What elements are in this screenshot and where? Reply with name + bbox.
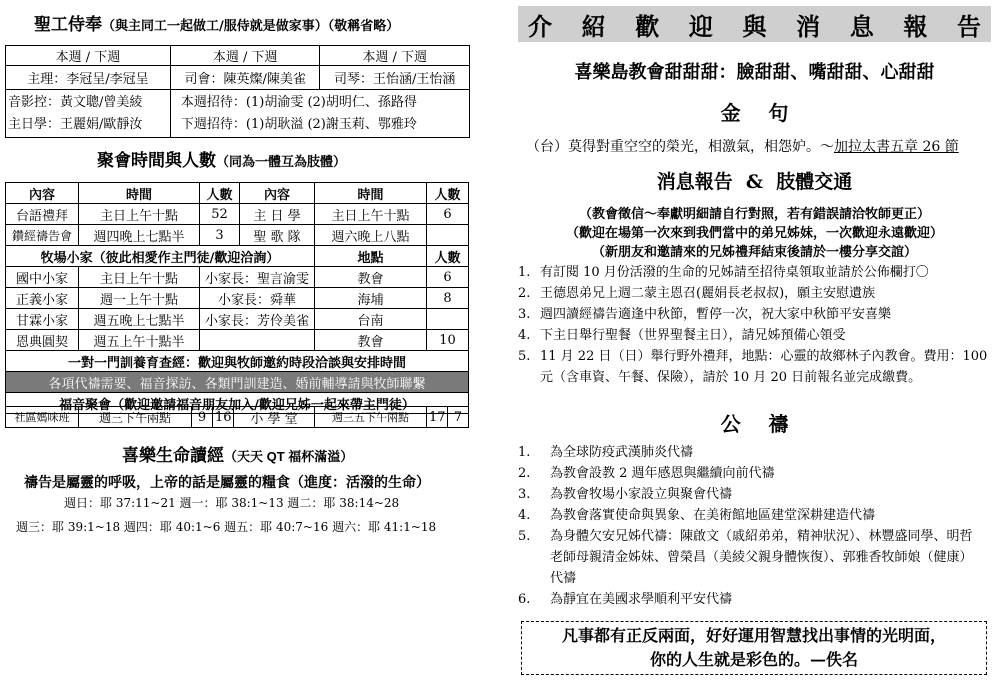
group-cell: 海埔 xyxy=(315,288,427,309)
gospel-row: 福音聚會（歡迎邀請福音朋友加入/歡迎兄姊一起來帶主門徒） xyxy=(6,393,469,414)
meeting-cell: 主日上午十點 xyxy=(315,204,427,225)
prayer-item: 1. 為全球防疫武漢肺炎代禱 xyxy=(518,445,694,460)
gospel-table xyxy=(5,406,469,428)
meeting-cell: 主 日 學 xyxy=(240,204,315,225)
meeting-table xyxy=(5,182,469,414)
reading-line-1: 週日：耶 37:11~21 週一：耶 38:1~13 週二：耶 38:14~28 xyxy=(64,496,400,510)
group-cell: 小家長：舜華 xyxy=(200,288,315,309)
place-header: 地點 xyxy=(315,246,427,267)
meeting-cell: 鑽經禱告會 xyxy=(6,225,79,246)
gospel-cell: 9 xyxy=(192,407,213,428)
news-item: 5. 11 月 22 日（日）舉行野外禮拜，地點：心靈的故鄉林子內教會。費用：100 元（含車資、午餐、保險），請於 10 月 20 日前報名並完成繳費。 xyxy=(518,349,988,385)
banner-char: 消 xyxy=(796,11,821,41)
banner-char: 告 xyxy=(957,11,981,41)
group-cell: 主日上午十點 xyxy=(79,267,200,288)
group-cell: 6 xyxy=(427,267,469,288)
mentoring-row: 一對一門訓養育查經：歡迎與牧師邀約時段洽談與安排時間 xyxy=(6,351,469,372)
banner-char: 歡 xyxy=(635,11,660,41)
prayer-title: 公 禱 xyxy=(720,412,789,436)
meeting-header: 時間 xyxy=(315,183,427,204)
group-cell: 週五晚上七點半 xyxy=(79,309,200,330)
reading-line-2: 週三：耶 39:1~18 週四：耶 40:1~6 週五：耶 40:7~16 週六：耶 41:1~18 xyxy=(16,520,437,534)
banner-char: 紹 xyxy=(581,11,606,41)
count-header: 人數 xyxy=(427,246,469,267)
group-cell: 國中小家 xyxy=(6,267,79,288)
news-item: 1. 有訂閱 10 月份活潑的生命的兄姊請至招待桌領取並請於公佈欄打〇 xyxy=(518,265,929,280)
gospel-cell: 17 xyxy=(427,407,448,428)
prayer-list xyxy=(518,442,978,610)
gospel-cell: 16 xyxy=(213,407,234,428)
gospel-cell: 小 學 堂 xyxy=(234,407,315,428)
group-cell: 小家長：芳伶美雀 xyxy=(200,309,315,330)
meeting-header: 時間 xyxy=(79,183,200,204)
meeting-header: 人數 xyxy=(427,183,469,204)
small-group-header: 牧場小家（彼此相愛作主門徒/歡迎洽詢） xyxy=(6,246,315,267)
service-header: 本週 / 下週 xyxy=(320,46,470,66)
service-cell: 司琴：王怡涵/王怡涵 xyxy=(320,66,470,90)
banner-char: 迎 xyxy=(688,11,713,41)
quote-line: 凡事都有正反兩面，好好運用智慧找出事情的光明面， xyxy=(561,626,946,645)
verse-title: 金 句 xyxy=(720,101,789,125)
note-line: （歡迎在場第一次來到我們當中的弟兄姊妹，一次歡迎永遠歡迎） xyxy=(565,226,943,241)
meeting-cell: 台語禮拜 xyxy=(6,204,79,225)
meeting-cell: 主日上午十點 xyxy=(79,204,200,225)
group-cell: 甘霖小家 xyxy=(6,309,79,330)
gospel-cell: 週三下午兩點 xyxy=(79,407,192,428)
meeting-header: 內容 xyxy=(6,183,79,204)
meeting-header: 內容 xyxy=(240,183,315,204)
meeting-cell: 週四晚上七點半 xyxy=(79,225,200,246)
note-line: （新朋友和邀請來的兄姊禮拜結束後請於一樓分享交誼） xyxy=(591,245,917,260)
group-cell: 教會 xyxy=(315,267,427,288)
prayer-item: 6. 為靜宜在美國求學順利平安代禱 xyxy=(518,592,733,607)
service-cell: 主理：李冠呈/李冠呈 xyxy=(6,66,171,90)
service-header: 本週 / 下週 xyxy=(170,46,320,66)
meeting-heading: 聚會時間與人數（同為一體互為肢體） xyxy=(97,151,347,171)
meeting-cell: 3 xyxy=(200,225,240,246)
service-heading: 聖工侍奉（與主同工一起做工/服侍就是做家事）（敬稱省略） xyxy=(34,15,400,35)
mentoring-note-row: 各項代禱需要、福音探訪、各類門訓建造、婚前輔導請與牧師聯繫 xyxy=(6,372,469,393)
gospel-cell: 7 xyxy=(448,407,469,428)
group-cell xyxy=(200,330,315,351)
news-item: 4. 下主日舉行聖餐（世界聖餐主日），請兄姊預備心領受 xyxy=(518,328,846,343)
news-item: 2. 王德恩弟兄上週二蒙主恩召(麗娟長老叔叔)，願主安慰遺族 xyxy=(518,286,876,301)
group-cell: 週五上午十點半 xyxy=(79,330,200,351)
banner-char: 與 xyxy=(742,11,767,41)
news-title: 消息報告 & 肢體交通 xyxy=(656,171,853,193)
notes xyxy=(518,205,991,262)
service-cell: 本週招待：(1)胡渝雯 (2)胡明仁、孫路得 下週招待：(1)胡耿溢 (2)謝玉莉、鄂雅玲 xyxy=(170,90,469,138)
meeting-cell: 聖 歌 隊 xyxy=(240,225,315,246)
service-cell: 司會：陳英燦/陳美雀 xyxy=(170,66,320,90)
meeting-cell: 週六晚上八點 xyxy=(315,225,427,246)
prayer-item: 3. 為教會牧場小家設立與聚會代禱 xyxy=(518,487,733,502)
group-cell: 8 xyxy=(427,288,469,309)
banner-char: 息 xyxy=(849,11,874,41)
prayer-item: 5. 為身體欠安兄姊代禱：陳啟文（戚紹弟弟，精神狀況）、林豐盛同學、明哲老師母親清金姊妹、曾榮昌（美綾父親身體恢復）、郭雅香牧師娘（健康）代禱 xyxy=(518,529,973,586)
golden-verse: （台）莫得對重空空的榮光，相激氣，相怨妒。～加拉太書五章 26 節 xyxy=(526,139,959,155)
meeting-header: 人數 xyxy=(200,183,240,204)
group-cell: 週一上午十點 xyxy=(79,288,200,309)
banner xyxy=(518,6,991,42)
meeting-cell: 52 xyxy=(200,204,240,225)
group-cell: 教會 xyxy=(315,330,427,351)
quote-box xyxy=(521,621,987,675)
group-cell: 正義小家 xyxy=(6,288,79,309)
prayer-item: 4. 為教會落實使命與異象、在美術館地區建堂深耕建造代禱 xyxy=(518,508,876,523)
bible-heading: 喜樂生命讀經（天天 QT 福杯滿溢） xyxy=(122,446,354,466)
group-cell: 10 xyxy=(427,330,469,351)
gospel-cell: 週三五下午兩點 xyxy=(315,407,427,428)
prayer-item: 2. 為教會設教 2 週年感恩與繼續向前代禱 xyxy=(518,466,775,481)
news-item: 3. 週四讀經禱告適逢中秋節，暫停一次，祝大家中秋節平安喜樂 xyxy=(518,307,892,322)
gospel-cell: 社區媽咪班 xyxy=(6,407,79,428)
bible-line: 禱告是屬靈的呼吸，上帝的話是屬靈的糧食（進度：活潑的生命） xyxy=(24,474,430,490)
group-cell: 台南 xyxy=(315,309,427,330)
quote-line: 你的人生就是彩色的。—佚名 xyxy=(649,650,858,669)
group-cell xyxy=(427,309,469,330)
banner-char: 報 xyxy=(903,11,928,41)
banner-char: 介 xyxy=(528,11,552,41)
church-subtitle: 喜樂島教會甜甜甜：臉甜甜、嘴甜甜、心甜甜 xyxy=(574,62,935,83)
note-line: （教會徵信～奉獻明細請自行對照，若有錯誤請洽牧師更正） xyxy=(578,207,930,222)
group-cell: 小家長：聖言渝雯 xyxy=(200,267,315,288)
news-list xyxy=(518,262,988,388)
meeting-cell: 6 xyxy=(427,204,469,225)
service-header: 本週 / 下週 xyxy=(6,46,171,66)
group-cell: 恩典圓契 xyxy=(6,330,79,351)
meeting-cell xyxy=(427,225,469,246)
service-cell: 音影控：黃文聰/曾美綾 主日學：王麗娟/歐靜汝 xyxy=(6,90,171,138)
service-table xyxy=(5,45,470,138)
